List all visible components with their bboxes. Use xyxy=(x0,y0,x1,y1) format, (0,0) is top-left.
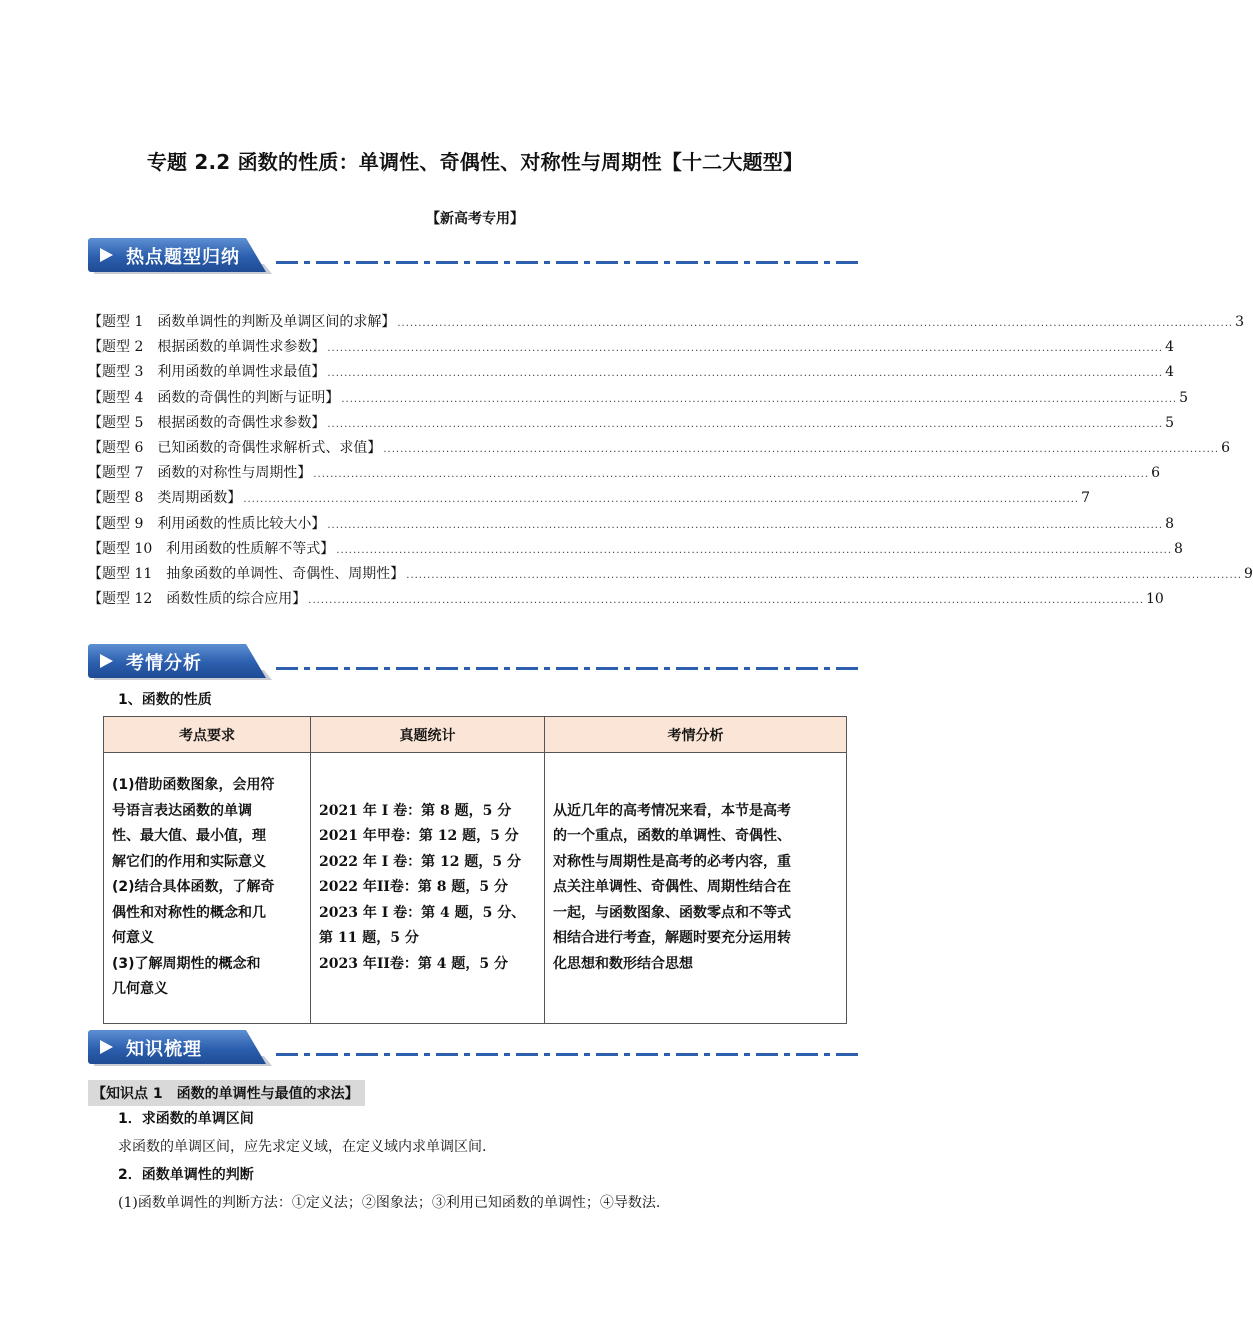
toc-item[interactable]: 【题型 1 函数单调性的判断及单调区间的求解】 ........................................................................................................................................................................................................ 3 xyxy=(88,314,1245,330)
banner-title: 知识梳理 xyxy=(126,1039,202,1060)
section-banner-hot xyxy=(88,238,863,272)
banner-title: 热点题型归纳 xyxy=(126,247,240,268)
toc-item[interactable]: 【题型 8 类周期函数】 ........................................................................................................................................................................................................ 7 xyxy=(88,490,1091,507)
play-arrow-icon xyxy=(100,654,113,668)
knowledge-paragraph: (1)函数单调性的判断方法：①定义法；②图象法；③利用已知函数的单调性；④导数法. xyxy=(118,1195,661,1211)
toc-item[interactable]: 【题型 9 利用函数的性质比较大小】 ........................................................................................................................................................................................................ 8 xyxy=(88,515,1175,532)
dash-dot-divider xyxy=(276,261,861,264)
toc-item[interactable]: 【题型 3 利用函数的单调性求最值】 ........................................................................................................................................................................................................ 4 xyxy=(88,364,1175,381)
knowledge-paragraph: 求函数的单调区间，应先求定义域，在定义域内求单调区间. xyxy=(118,1139,487,1155)
toc-item[interactable]: 【题型 12 函数性质的综合应用】 ........................................................................................................................................................................................................ 10 xyxy=(88,591,1164,608)
toc-item[interactable]: 【题型 11 抽象函数的单调性、奇偶性、周期性】 ........................................................................................................................................................................................................ 9 xyxy=(88,565,1253,582)
toc-item[interactable]: 【题型 10 利用函数的性质解不等式】 ........................................................................................................................................................................................................ 8 xyxy=(88,540,1183,557)
analysis-table xyxy=(103,716,847,1024)
table-header: 考情分析 xyxy=(545,717,847,753)
page-title: 专题 2.2 函数的性质：单调性、奇偶性、对称性与周期性【十二大题型】 xyxy=(146,150,804,174)
toc-item[interactable]: 【题型 4 函数的奇偶性的判断与证明】 ........................................................................................................................................................................................................ 5 xyxy=(88,389,1189,406)
section-banner-knowledge xyxy=(88,1030,863,1064)
page-subtitle: 【新高考专用】 xyxy=(426,211,524,227)
toc-item[interactable]: 【题型 6 已知函数的奇偶性求解析式、求值】 ........................................................................................................................................................................................................ 6 xyxy=(88,439,1231,456)
section-banner-analysis xyxy=(88,644,863,678)
banner-title: 考情分析 xyxy=(126,653,202,674)
table-cell-analysis: 从近几年的高考情况来看，本节是高考 的一个重点，函数的单调性、奇偶性、 对称性与周期性是高考的必考内容，重 点关注单调性、奇偶性、周期性结合在 一起，与函数图象、函数零点和不等式 相结合进行考查，解题时要充分运用转 化思想和数形结合思想 xyxy=(545,753,847,1024)
dash-dot-divider xyxy=(276,1053,861,1056)
toc-item[interactable]: 【题型 7 函数的对称性与周期性】 ........................................................................................................................................................................................................ 6 xyxy=(88,465,1161,482)
table-of-contents xyxy=(88,310,1253,612)
play-arrow-icon xyxy=(100,248,113,262)
analysis-heading: 1、函数的性质 xyxy=(118,692,212,708)
knowledge-heading: 1．求函数的单调区间 xyxy=(118,1111,254,1127)
toc-item[interactable]: 【题型 5 根据函数的奇偶性求参数】 ........................................................................................................................................................................................................ 5 xyxy=(88,414,1175,431)
table-cell-statistics: 2021 年 I 卷：第 8 题，5 分 2021 年甲卷：第 12 题，5 分 2022 年 I 卷：第 12 题，5 分 2022 年II卷：第 8 题，5 分 2023 年 I 卷：第 4 题，5 分、 第 11 题，5 分 2023 年II卷：第 4 题，5 分 xyxy=(311,753,545,1024)
dash-dot-divider xyxy=(276,667,861,670)
table-cell-requirements: (1)借助函数图象，会用符 号语言表达函数的单调 性、最大值、最小值，理 解它们的作用和实际意义 (2)结合具体函数，了解奇 偶性和对称性的概念和几 何意义 (3)了解周期性的概念和 几何意义 xyxy=(104,753,311,1024)
table-header: 真题统计 xyxy=(311,717,545,753)
knowledge-point-title: 【知识点 1 函数的单调性与最值的求法】 xyxy=(88,1080,365,1106)
toc-item[interactable]: 【题型 2 根据函数的单调性求参数】 ........................................................................................................................................................................................................ 4 xyxy=(88,339,1175,356)
play-arrow-icon xyxy=(100,1040,113,1054)
table-header: 考点要求 xyxy=(104,717,311,753)
knowledge-heading: 2．函数单调性的判断 xyxy=(118,1167,254,1183)
